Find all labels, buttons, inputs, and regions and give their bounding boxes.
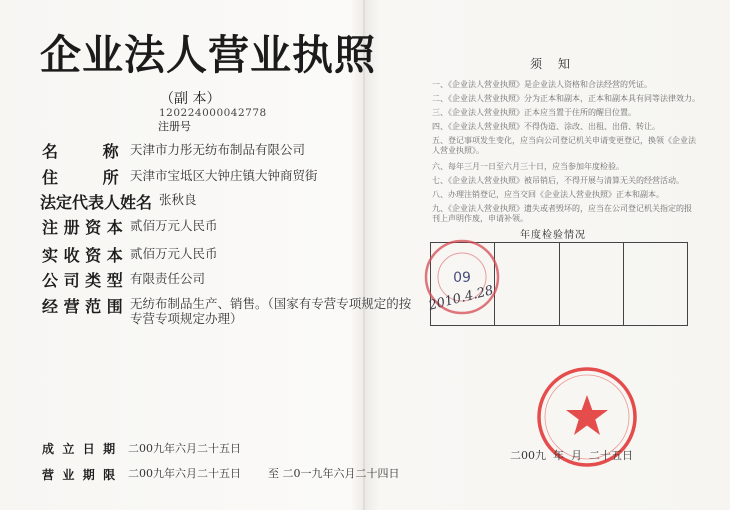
registration-number: 120224000042778 [159, 107, 267, 119]
notice-title: 须 知 [530, 57, 576, 71]
notice-item: 六、每年三月一日至六月三十日，应当参加年度检验。 [432, 162, 624, 171]
field-value-registered-capital: 贰佰万元人民币 [130, 218, 218, 233]
field-label-name: 名 称 [42, 142, 119, 161]
svg-text:09: 09 [453, 270, 471, 286]
notice-item: 刊上声明作废，申请补领。 [432, 214, 528, 223]
field-value-legal-rep: 张秋良 [159, 192, 197, 207]
notice-item: 九、《企业法人营业执照》遗失或者毁坏的，应当在公司登记机关指定的报 [432, 204, 692, 213]
field-value-paid-in-capital: 贰佰万元人民币 [130, 246, 218, 261]
established-date-value: 二00九年六月二十五日 [128, 442, 241, 455]
field-value-address: 天津市宝坻区大钟庄镇大钟商贸街 [130, 168, 318, 183]
issue-date: 二00九 年 月 二十五日 [510, 449, 633, 462]
notice-item: 五、登记事项发生变化，应当向公司登记机关申请变更登记，换领《企业法 [432, 136, 696, 145]
field-label-legal-rep: 法定代表人姓名 [40, 193, 153, 212]
notice-item: 二、《企业法人营业执照》分为正本和副本，正本和副本具有同等法律效力。 [432, 94, 700, 103]
license-title: 企业法人营业执照 [40, 31, 376, 79]
business-period-from: 二00九年六月二十五日 [128, 467, 241, 480]
notice-item: 一、《企业法人营业执照》是企业法人资格和合法经营的凭证。 [432, 80, 652, 89]
field-label-paid-in-capital: 实 收 资 本 [42, 246, 123, 265]
notice-item: 三、《企业法人营业执照》正本应当置于住所的醒目位置。 [432, 108, 636, 117]
copy-subtitle: （副 本） [160, 91, 221, 107]
field-value-company-type: 有限责任公司 [130, 271, 206, 286]
notice-item: 人营业执照》。 [432, 146, 484, 155]
annual-inspection-title: 年度检验情况 [520, 230, 586, 241]
field-value-business-scope-cont: 专营专项规定办理） [130, 311, 243, 326]
field-label-business-scope: 经 营 范 围 [42, 297, 123, 316]
field-label-company-type: 公 司 类 型 [42, 271, 123, 290]
inspection-cell [624, 243, 687, 325]
notice-item: 八、办理注销登记，应当交回《企业法人营业执照》正本和副本。 [432, 190, 664, 199]
field-value-name: 天津市力彤无纺布制品有限公司 [130, 142, 306, 157]
notice-item: 七、《企业法人营业执照》被吊销后，不得开展与清算无关的经营活动。 [432, 176, 684, 185]
field-value-business-scope: 无纺布制品生产、销售。（国家有专营专项规定的按 [130, 296, 412, 311]
field-label-registered-capital: 注 册 资 本 [42, 218, 123, 237]
business-period-label: 营 业 期 限 [42, 468, 116, 482]
business-period-to: 至 二0一九年六月二十四日 [268, 467, 400, 480]
field-label-address: 住 所 [42, 168, 119, 187]
notice-item: 四、《企业法人营业执照》不得伪造、涂改、出租、出借、转让。 [432, 122, 660, 131]
registration-number-label: 注册号 [158, 120, 191, 133]
inspection-stamp-date: 2010.4.28 [427, 283, 496, 314]
established-date-label: 成 立 日 期 [42, 442, 116, 456]
inspection-cell [495, 243, 559, 325]
inspection-cell [560, 243, 624, 325]
